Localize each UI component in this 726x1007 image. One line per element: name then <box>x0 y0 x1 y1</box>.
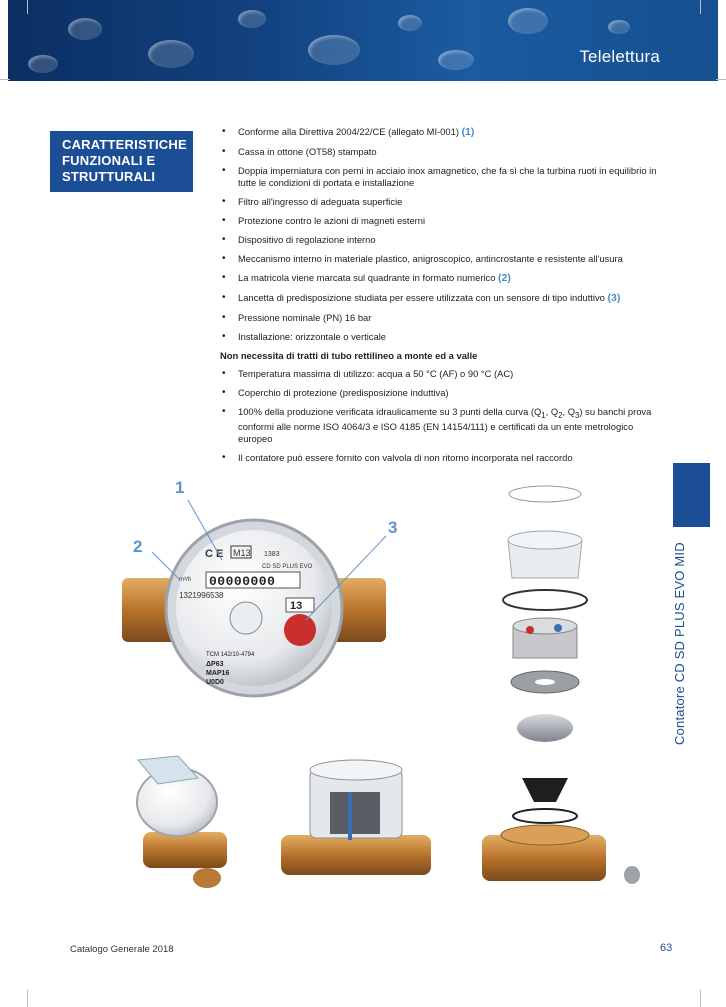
dial-code: 1383 <box>264 551 280 558</box>
dial-row: MAP16 <box>206 670 230 677</box>
crop-mark <box>700 0 701 14</box>
feature-text: Conforme alla Direttiva 2004/22/CE (allegato MI-001) <box>238 126 459 137</box>
turbine <box>522 778 568 802</box>
feature-text: Temperatura massima di utilizzo: acqua a 50 °C (AF) o 90 °C (AC) <box>238 368 514 379</box>
features-list <box>220 126 660 471</box>
o-ring <box>503 590 587 610</box>
water-drop <box>68 18 102 40</box>
section-title-box <box>50 131 193 192</box>
feature-text: Lancetta di predisposizione studiata per essere utilizzata con un sensore di tipo induttivo <box>238 291 605 303</box>
dial-model: CD SD PLUS EVO <box>262 564 313 570</box>
dial-row: U0D0 <box>206 679 224 686</box>
star-wheel <box>230 602 262 634</box>
cutaway-meter <box>281 760 431 875</box>
feature-text: , Q <box>545 406 559 417</box>
top-cap <box>509 486 581 502</box>
callout-1: 1 <box>175 478 185 497</box>
crop-mark <box>700 990 701 1007</box>
feature-text: Meccanismo interno in materiale plastico, anigroscopico, antincrostante e resistente all'usura <box>238 252 623 264</box>
feature-text: , Q <box>562 406 576 417</box>
dial-mark: M13 <box>233 548 251 558</box>
page-title: Telelettura <box>579 47 660 66</box>
footer-catalog: Catalogo Generale 2018 <box>70 944 174 955</box>
section-title-line: FUNZIONALI E <box>62 153 156 168</box>
main-meter <box>122 500 386 696</box>
crop-mark <box>716 79 726 80</box>
water-drop <box>28 55 58 73</box>
feature-text: Cassa in ottone (OT58) stampato <box>238 146 377 157</box>
crop-mark <box>27 990 28 1007</box>
subscript: 1 <box>541 410 546 420</box>
lower-ring <box>513 809 577 823</box>
feature-ref: (1) <box>461 126 475 138</box>
feature-text: Il contatore può essere fornito con valvola di non ritorno incorporata nel raccordo <box>238 451 573 463</box>
subscript: 3 <box>575 410 580 420</box>
red-pointer-dial <box>284 614 316 646</box>
feature-item <box>220 146 660 158</box>
feature-text: Coperchio di protezione (predisposizione induttiva) <box>238 387 449 398</box>
feature-text: Dispositivo di regolazione interno <box>238 233 376 245</box>
feature-text: 100% della produzione verificata idraulicamente su 3 punti della curva (Q <box>238 406 542 417</box>
feature-item <box>220 368 660 380</box>
feature-item <box>220 196 660 208</box>
dial-r-value: 13 <box>290 600 303 612</box>
svg-text:C E: C E <box>205 548 224 560</box>
water-drop <box>508 8 548 34</box>
measuring-chamber <box>517 714 573 742</box>
feature-text: ) su banchi prova conformi alle norme ISO 4064/3 e ISO 4185 (EN 14154/111) e certificati da un ente metrologico europeo <box>238 406 652 444</box>
feature-item <box>220 234 660 246</box>
dial-cert: TCM 142/10-4794 <box>206 652 255 658</box>
feature-item <box>220 292 660 305</box>
callout-3: 3 <box>388 518 398 537</box>
feature-item <box>220 165 660 188</box>
feature-item <box>220 406 660 444</box>
feature-ref: (3) <box>607 291 621 304</box>
feature-text: Installazione: orizzontale o verticale <box>238 330 386 342</box>
feature-item <box>220 126 660 139</box>
exploded-view <box>482 486 640 884</box>
subscript: 2 <box>558 410 563 420</box>
feature-text: Pressione nominale (PN) 16 bar <box>238 311 372 323</box>
dial-serial: 1321996538 <box>179 591 224 600</box>
header-banner <box>8 0 718 81</box>
product-illustrations <box>0 460 726 900</box>
section-title-line: STRUTTURALI <box>62 169 156 184</box>
feature-text: Filtro all'ingresso di adeguata superficie <box>238 195 403 207</box>
water-drop <box>148 40 194 68</box>
filter-disc <box>624 866 640 884</box>
feature-item <box>220 215 660 227</box>
water-drop <box>438 50 474 70</box>
water-drop <box>398 15 422 31</box>
feature-item <box>220 312 660 324</box>
side-vertical-label: Contatore CD SD PLUS EVO MID <box>672 542 687 745</box>
feature-ref: (2) <box>498 271 511 284</box>
water-drop <box>308 35 360 65</box>
dial-unit: m³/h <box>179 577 191 583</box>
page-number: 63 <box>660 942 673 954</box>
feature-item <box>220 253 660 265</box>
water-drop <box>238 10 266 28</box>
installation-note: Non necessita di tratti di tubo rettilineo a monte ed a valle <box>220 349 478 361</box>
feature-text: Doppia imperniatura con perni in acciaio inox amagnetico, che fa sì che la turbina ruoti in equilibrio in tutte le condizioni di portata e installazione <box>238 165 657 188</box>
crop-mark <box>27 0 28 14</box>
section-title-line: CARATTERISTICHE <box>62 137 187 152</box>
callout-2: 2 <box>133 537 143 556</box>
small-meter <box>137 756 227 888</box>
feature-item <box>220 272 660 285</box>
feature-item <box>220 331 660 343</box>
water-drop <box>608 20 630 34</box>
feature-item <box>220 387 660 399</box>
feature-text: Protezione contro le azioni di magneti esterni <box>238 214 426 226</box>
counter-digits: 00000000 <box>209 574 276 589</box>
crop-mark <box>0 79 10 80</box>
feature-text: La matricola viene marcata sul quadrante in formato numerico <box>238 271 496 283</box>
dial-row: ΔP63 <box>206 661 224 668</box>
